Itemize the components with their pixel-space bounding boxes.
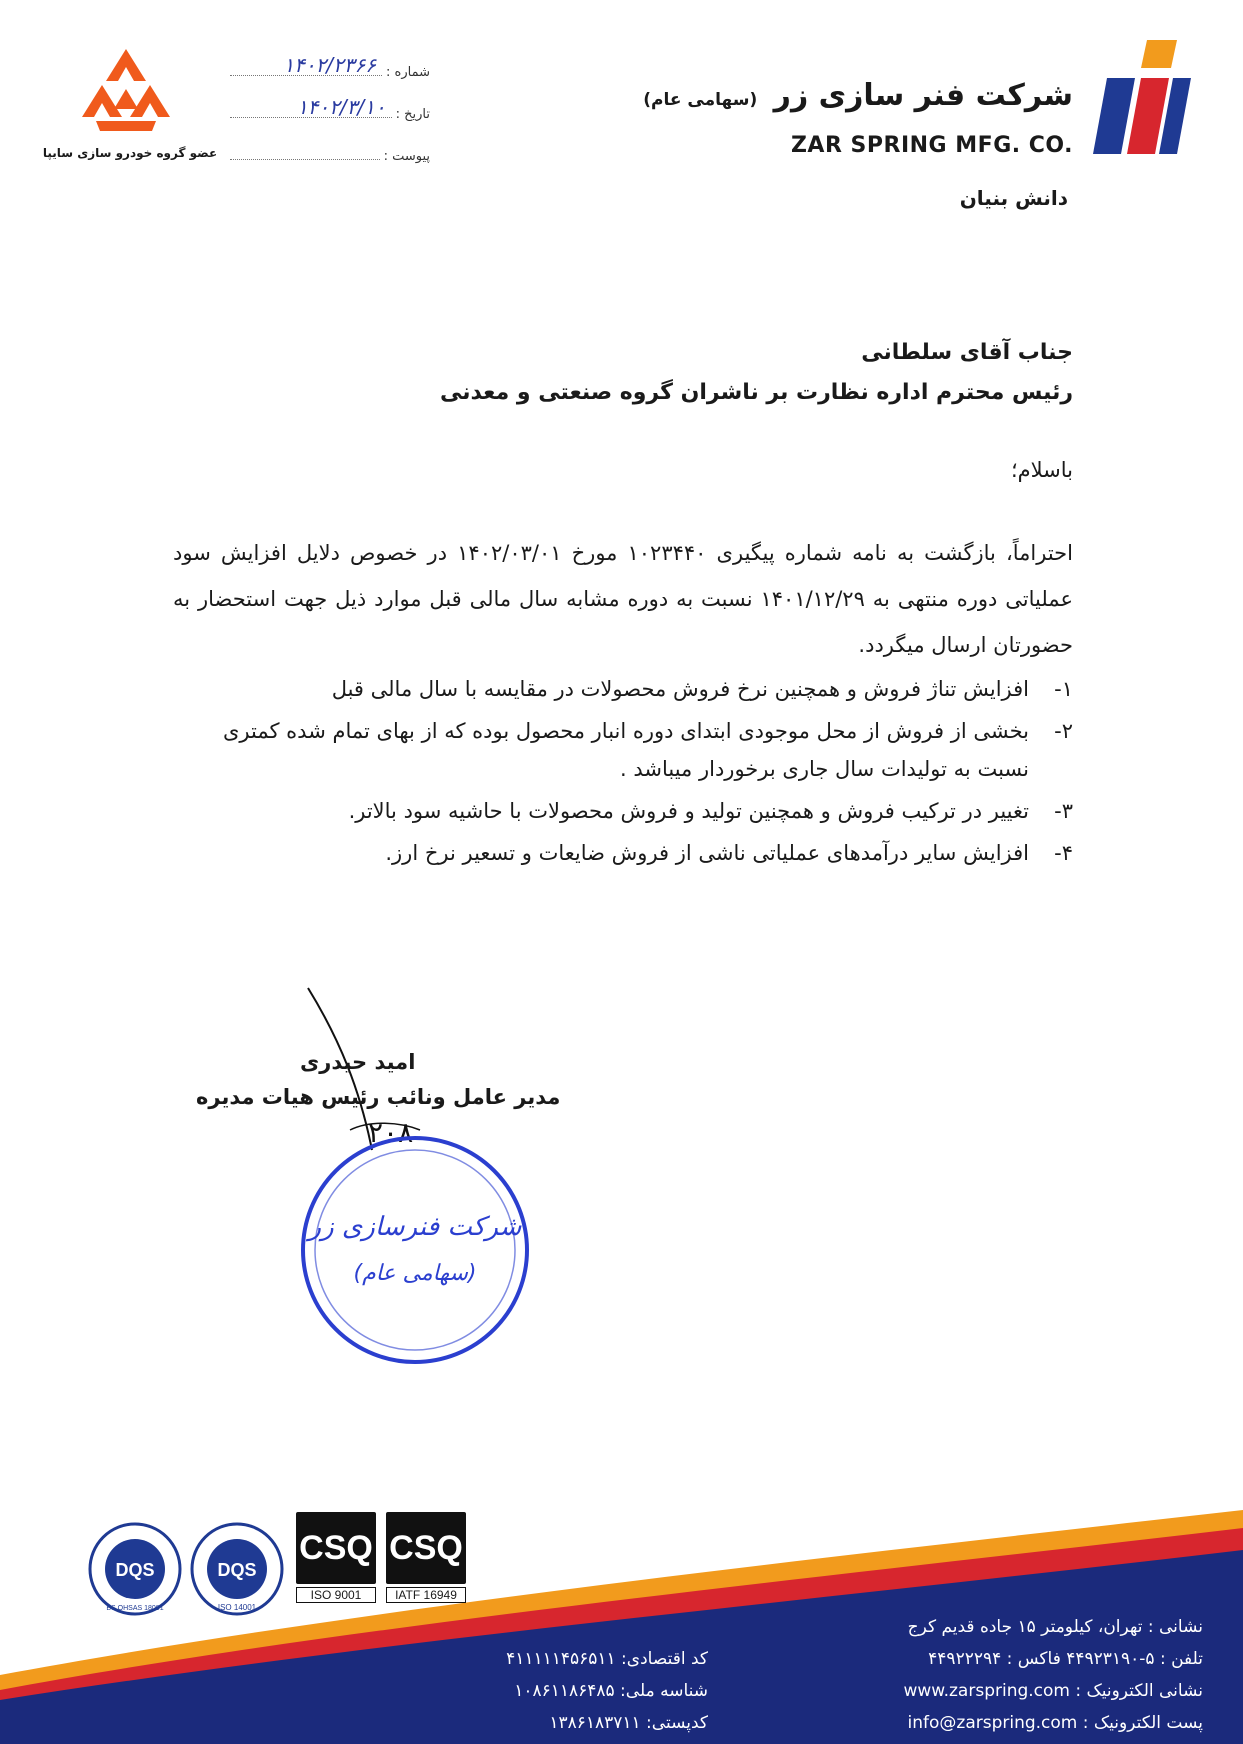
dqs-mark-1: DQS — [115, 1560, 155, 1580]
list-item-text: بخشی از فروش از محل موجودی ابتدای دوره انبار محصول بوده که از بهای تمام شده کمتری نسبت به تولیدات سال جاری برخوردار میباشد . — [223, 719, 1029, 781]
footer-phone: تلفن : ۵-۴۴۹۲۳۱۹۰ فاکس : ۴۴۹۲۲۲۹۴ — [928, 1649, 1203, 1669]
signature-mark: ۲۰۸ — [368, 1116, 414, 1149]
dqs-mark-2: DQS — [217, 1560, 257, 1580]
list-item-number: ۲- — [1054, 719, 1073, 743]
csq-label: IATF 16949 — [386, 1587, 466, 1603]
list-item-text: تغییر در ترکیب فروش و همچنین تولید و فروش محصولات با حاشیه سود بالاتر. — [348, 799, 1029, 823]
knowledge-based-tag: دانش بنیان — [959, 186, 1068, 210]
letter-date-row — [230, 95, 430, 122]
footer-economic-code: کد اقتصادی: ۴۱۱۱۱۱۴۵۶۵۱۱ — [506, 1649, 708, 1669]
dqs-iso14001-badge — [190, 1522, 284, 1616]
list-item — [173, 792, 1073, 830]
footer-address: نشانی : تهران، کیلومتر ۱۵ جاده قدیم کرج — [907, 1617, 1203, 1637]
stamp-line1: شرکت فنرسازی زر — [308, 1212, 522, 1242]
dqs-ohsas-badge — [88, 1522, 182, 1616]
signatory-title: مدیر عامل ونائب رئیس هیات مدیره — [196, 1085, 561, 1109]
footer-website[interactable]: نشانی الکترونیک : www.zarspring.com — [903, 1681, 1203, 1701]
footer-national-id: شناسه ملی: ۱۰۸۶۱۱۸۶۴۸۵ — [514, 1681, 708, 1701]
company-logo — [1085, 38, 1193, 156]
csq-iatf-badge — [386, 1512, 466, 1603]
recipient-name: جناب آقای سلطانی — [861, 340, 1073, 365]
list-item-number: ۱- — [1054, 677, 1073, 701]
csq-label: ISO 9001 — [296, 1587, 376, 1603]
company-type: (سهامی عام) — [643, 90, 758, 110]
list-item-text: افزایش تناژ فروش و همچنین نرخ فروش محصولات در مقایسه با سال مالی قبل — [331, 677, 1029, 701]
footer-email[interactable]: پست الکترونیک : info@zarspring.com — [907, 1713, 1203, 1733]
letter-date-label: تاریخ : — [395, 107, 430, 122]
list-item — [173, 712, 1073, 788]
company-name-fa: شرکت فنر سازی زر (سهامی عام) — [643, 78, 1073, 113]
dqs-label-1: BS OHSAS 18001 — [106, 1605, 164, 1612]
dqs-label-2: ISO 14001 — [217, 1603, 257, 1612]
list-item-number: ۴- — [1054, 841, 1073, 865]
csq-mark: CSQ — [296, 1512, 376, 1584]
salutation: باسلام؛ — [1010, 458, 1073, 482]
csq-mark: CSQ — [386, 1512, 466, 1584]
csq-iso9001-badge — [296, 1512, 376, 1603]
list-item-text: افزایش سایر درآمدهای عملیاتی ناشی از فروش ضایعات و تسعیر نرخ ارز. — [385, 841, 1029, 865]
saipa-group-logo — [72, 45, 180, 141]
attachment-row — [230, 140, 430, 164]
stamp-line2: (سهامی عام) — [353, 1261, 477, 1286]
intro-paragraph: احتراماً، بازگشت به نامه شماره پیگیری ۱۰۲۳۴۴۰ مورخ ۱۴۰۲/۰۳/۰۱ در خصوص دلایل افزایش سود عملیاتی دوره منتهی به ۱۴۰۱/۱۲/۲۹ نسبت به دوره مشابه سال مالی قبل موارد ذیل جهت استحضار به حضورتان ارسال میگردد. — [173, 541, 1073, 657]
letter-number-value: ۱۴۰۲/۲۳۶۶ — [283, 53, 377, 77]
letter-number-row — [230, 53, 430, 80]
attachment-label: پیوست : — [383, 149, 430, 164]
letter-number-label: شماره : — [386, 65, 430, 80]
letter-date-value: ۱۴۰۲/۳/۱۰ — [296, 95, 386, 119]
reasons-list — [173, 670, 1073, 876]
recipient-title: رئیس محترم اداره نظارت بر ناشران گروه صنعتی و معدنی — [439, 380, 1073, 405]
list-item — [173, 834, 1073, 872]
list-item-number: ۳- — [1054, 799, 1073, 823]
company-name-en: ZAR SPRING MFG. CO. — [790, 133, 1073, 158]
signatory-name: امید حیدری — [300, 1050, 416, 1074]
group-member-caption: عضو گروه خودرو سازی سایپا — [42, 146, 218, 160]
list-item — [173, 670, 1073, 708]
company-stamp — [295, 1130, 535, 1370]
footer-postal-code: کدپستی: ۱۳۸۶۱۸۳۷۱۱ — [549, 1713, 708, 1733]
